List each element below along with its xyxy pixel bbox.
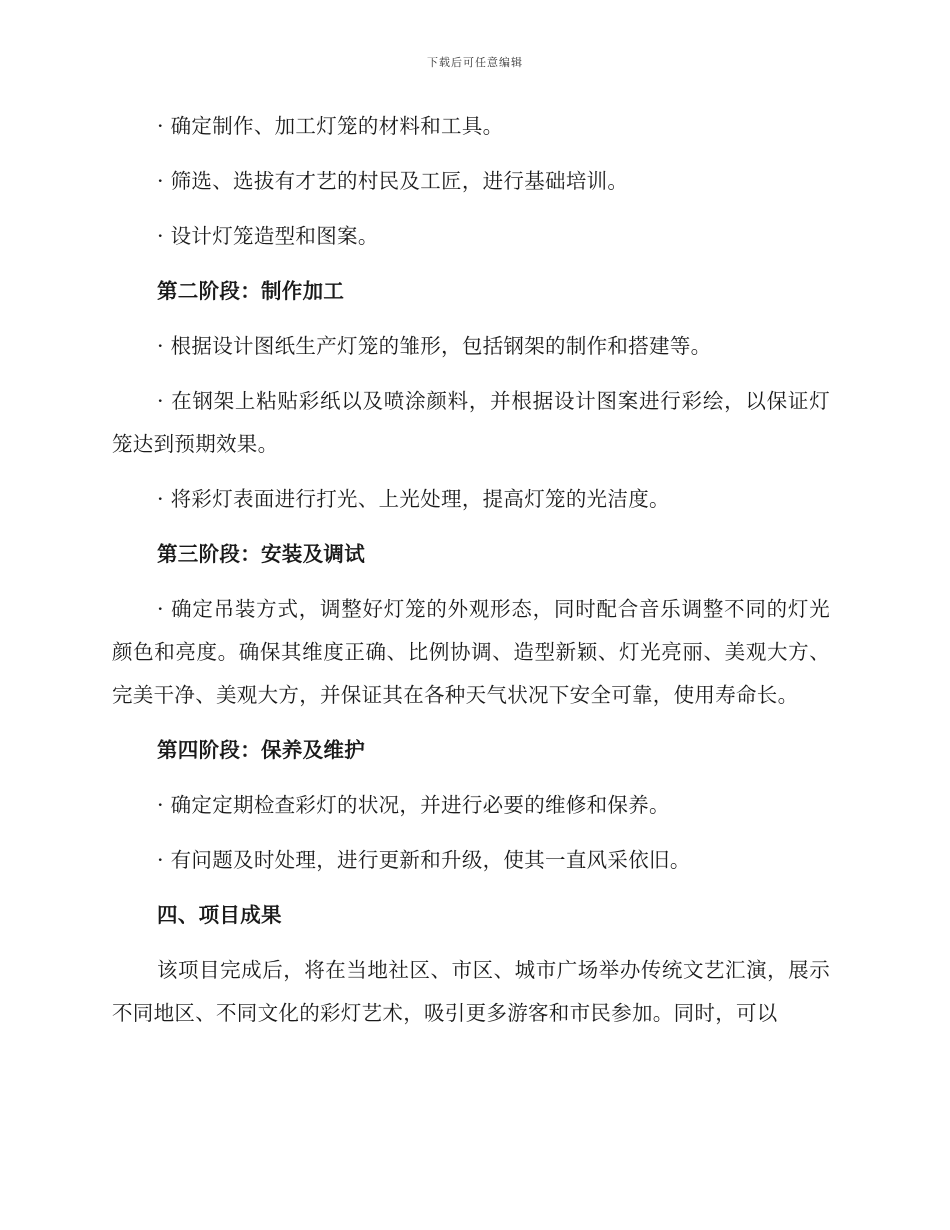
bullet-inspection: · 确定定期检查彩灯的状况，并进行必要的维修和保养。 (157, 793, 670, 817)
bullet-installation: · 确定吊装方式，调整好灯笼的外观形态，同时配合音乐调整不同的灯光颜色和亮度。确保其维度正确、比例协调、造型新颖、灯光亮丽、美观大方、完美干净、美观大方，并保证其在各种天气状况下安全可靠，使用寿命长。 (112, 597, 830, 707)
bullet-prototype: · 根据设计图纸生产灯笼的雏形，包括钢架的制作和搭建等。 (157, 334, 712, 358)
heading-stage-four: 第四阶段：保养及维护 (157, 738, 365, 762)
heading-stage-three: 第三阶段：安装及调试 (157, 542, 365, 566)
page-header: 下载后可任意编辑 (427, 56, 523, 69)
paragraph-results: 该项目完成后，将在当地社区、市区、城市广场举办传统文艺汇演，展示不同地区、不同文化的彩灯艺术，吸引更多游客和市民参加。同时，可以 (112, 958, 830, 1025)
heading-project-results: 四、项目成果 (157, 903, 282, 927)
document-body (112, 105, 830, 1047)
bullet-training: · 筛选、选拔有才艺的村民及工匠，进行基础培训。 (157, 169, 629, 193)
bullet-upgrade: · 有问题及时处理，进行更新和升级，使其一直风采依旧。 (157, 848, 691, 872)
bullet-polishing: · 将彩灯表面进行打光、上光处理，提高灯笼的光洁度。 (157, 487, 670, 511)
bullet-materials: · 确定制作、加工灯笼的材料和工具。 (157, 114, 504, 138)
heading-stage-two: 第二阶段：制作加工 (157, 279, 345, 303)
bullet-painting: · 在钢架上粘贴彩纸以及喷涂颜料，并根据设计图案进行彩绘，以保证灯笼达到预期效果。 (112, 389, 830, 456)
bullet-design: · 设计灯笼造型和图案。 (157, 224, 379, 248)
